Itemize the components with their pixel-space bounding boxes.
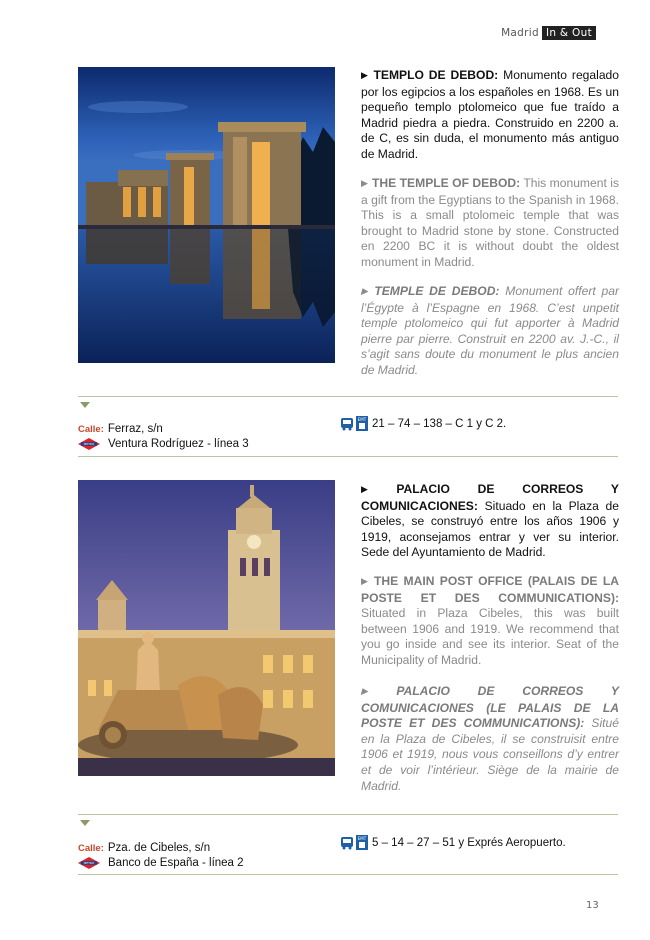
debod-street: Ferraz, s/n [107, 423, 163, 435]
triangle-down-icon [80, 820, 90, 826]
correos-heading-fr: PALACIO DE CORREOS Y COMUNICACIONES (LE PALAIS DE LA POSTE ET DES COMMUNICATIONS): [361, 684, 619, 731]
correos-heading-es: PALACIO DE CORREOS Y COMUNICACIONES: [361, 482, 619, 513]
correos-body-es: Situado en la Plaza de Cibeles, se construyó entre los años 1906 y 1919, aconsejamos entrar y ver su interior. Sede del Ayuntamiento de Madrid. [361, 498, 619, 560]
correos-text-es [361, 482, 619, 561]
correos-metro-station: Banco de España - línea 2 [108, 857, 244, 869]
svg-text:EMT: EMT [357, 417, 367, 422]
debod-heading-es: TEMPLO DE DEBOD: [373, 68, 499, 82]
header-badge: In & Out [542, 26, 596, 40]
page-header [501, 26, 596, 40]
triangle-bullet-icon: ▶ [361, 576, 370, 586]
correos-bus-lines: 5 – 14 – 27 – 51 y Exprés Aeropuerto. [372, 836, 566, 849]
section-divider [78, 456, 618, 457]
emt-logo-icon [356, 835, 368, 850]
bus-icon [340, 417, 354, 431]
debod-heading-en: THE TEMPLE OF DEBOD: [372, 176, 521, 190]
palacio-cibeles-photo [78, 480, 335, 776]
calle-label: Calle: [78, 424, 104, 435]
debod-heading-fr: TEMPLE DE DEBOD: [374, 284, 500, 298]
debod-text-fr [361, 284, 619, 379]
header-title: Madrid [501, 27, 539, 39]
section-divider [78, 814, 618, 815]
bus-icon [340, 836, 354, 850]
debod-body-fr: Monument offert par l’Égypte à l’Espagne en 1968. C’est unpetit temple ptolomeico qui fut apporter à Madrid pierre par pierre. Construit en 2200 av. J.-C., il s’agit sans doute du monument le plus ancien de Madrid. [361, 284, 619, 377]
debod-bus [340, 416, 506, 431]
correos-text-en [361, 574, 619, 669]
correos-street: Pza. de Cibeles, s/n [107, 842, 211, 854]
triangle-bullet-icon: ▶ [361, 484, 393, 494]
correos-bus [340, 835, 566, 850]
correos-body-fr: Situé en la Plaza de Cibeles, il se construisit entre 1906 et 1919, nous vous conseillons d’y entrer et de voir l’intérieur. Siège de la mairie de Madrid. [361, 716, 619, 793]
debod-bus-lines: 21 – 74 – 138 – C 1 y C 2. [372, 417, 507, 430]
triangle-bullet-icon: ▶ [361, 286, 371, 296]
debod-metro-station: Ventura Rodríguez - línea 3 [108, 438, 249, 450]
temple-of-debod-photo [78, 67, 335, 363]
calle-label: Calle: [78, 843, 104, 854]
correos-metro [78, 857, 244, 869]
correos-heading-en: THE MAIN POST OFFICE (PALAIS DE LA POSTE ET DES COMMUNICATIONS): [361, 574, 620, 605]
correos-address [78, 842, 210, 854]
triangle-bullet-icon: ▶ [361, 686, 393, 696]
triangle-bullet-icon: ▶ [361, 178, 369, 188]
debod-metro [78, 438, 249, 450]
debod-address [78, 423, 163, 435]
svg-text:METRO: METRO [83, 861, 95, 866]
svg-text:EMT: EMT [357, 836, 367, 841]
svg-text:METRO: METRO [83, 442, 95, 447]
triangle-down-icon [80, 402, 90, 408]
metro-logo-icon [78, 438, 100, 450]
metro-logo-icon [78, 857, 100, 869]
debod-body-en: This monument is a gift from the Egyptians to the Spanish in 1968. This is a small ptolomeic temple that was brought to Madrid stone by stone. Constructed en 2200 BC it is without doubt the oldest monument in Madrid. [361, 176, 620, 269]
correos-body-en: Situated in Plaza Cibeles, this was built between 1906 and 1919. We recommend that you go inside and see its interior. Seat of the Municipality of Madrid. [361, 606, 619, 667]
section-divider [78, 874, 618, 875]
debod-body-es: Monumento regalado por los egipcios a los españoles en 1968. Es un pequeño templo ptolomeico que fue traído a Madrid piedra a piedra. Construido en 2200 a. de C, es sin duda, el monumento más antiguo de Madrid. [361, 68, 619, 161]
correos-text-fr [361, 684, 619, 794]
section-divider [78, 396, 618, 397]
emt-logo-icon [356, 416, 368, 431]
page-number: 13 [586, 900, 599, 911]
debod-text-es [361, 68, 619, 163]
triangle-bullet-icon: ▶ [361, 70, 370, 80]
debod-text-en [361, 176, 619, 271]
